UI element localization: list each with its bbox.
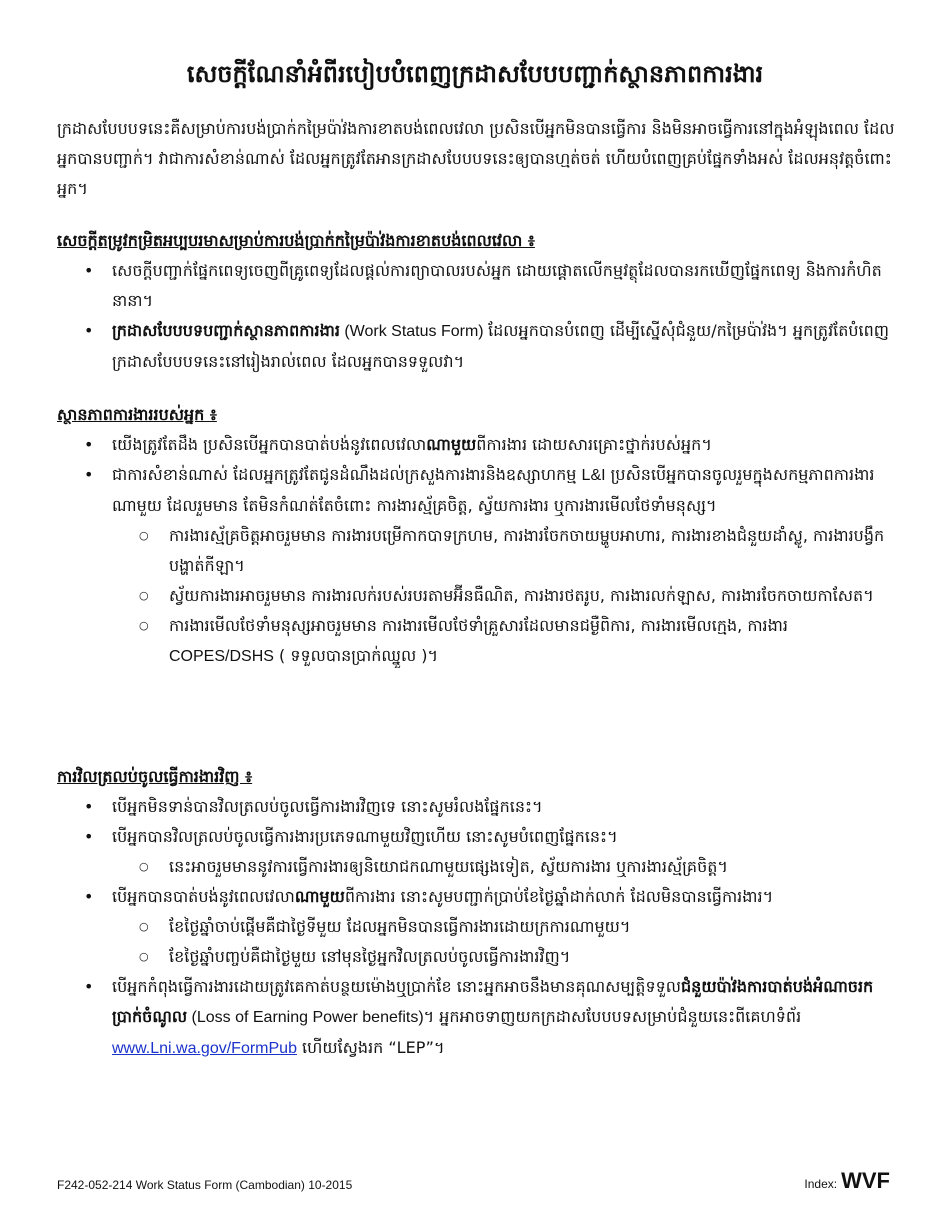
sub-list-item: ○ ស្វ័យការងារអាចរួមមាន ការងារលក់របស់របរតាមអ៊ីនធឺណិត, ការងារថតរូប, ការងារលក់ឡាស, ការងារចែកចាយកាសែត។ — [112, 581, 897, 611]
section-heading: ការវិលត្រលប់ចូលធ្វើការងារវិញ ៖ — [57, 767, 253, 786]
list-item: • សេចក្ដីបញ្ជាក់ផ្នែកពេទ្យចេញពីគ្រូពេទ្យដែលផ្ដល់ការព្យាបាលរបស់អ្នក ដោយផ្ដោតលើកម្មវត្ថុដែលបានរកឃើញផ្នែកពេទ្យ និងការកំហិតនានា។ — [57, 256, 897, 316]
section-work-status — [57, 400, 897, 672]
sub-list — [112, 912, 897, 972]
sub-list-item: ○ ខែថ្ងៃឆ្នាំបញ្ចប់គឺជាថ្ងៃមួយ នៅមុនថ្ងៃអ្នកវិលត្រលប់ចូលធ្វើការងារវិញ។ — [112, 942, 897, 972]
form-id: F242-052-214 Work Status Form (Cambodian) 10-2015 — [57, 1178, 353, 1192]
section-heading: សេចក្ដីតម្រូវកម្រិតអប្បបរមាសម្រាប់ការបង់ប្រាក់កម្រៃប៉ាវ់ងការខាតបង់ពេលវេលា ៖ — [57, 231, 535, 250]
list-item: • បើអ្នកកំពុងធ្វើការងារដោយត្រូវគេកាត់បន្ថយម៉ោងឬប្រាក់ខែ នោះអ្នកអាចនឹងមានគុណសម្បត្តិទទួលជំនួយប៉ាវ់ងការបាត់បង់អំណាចរកប្រាក់ចំណូល (Loss of Earning Power benefits)។ អ្នកអាចទាញយកក្រដាសបែបបទសម្រាប់ជំនួយនេះពីគេហទំព័រ www.Lni.wa.gov/FormPub ហើយស្វែងរក “LEP”។ — [57, 972, 897, 1064]
index-label: Index: — [804, 1177, 838, 1191]
formpub-link[interactable]: www.Lni.wa.gov/FormPub — [112, 1040, 297, 1057]
list-item: • បើអ្នកបានបាត់បង់នូវពេលវេលាណាមួយពីការងារ នោះសូមបញ្ជាក់ប្រាប់ខែថ្ងៃឆ្នាំដាក់លាក់ ដែលមិនបានធ្វើការងារ។ ○ ខែថ្ងៃឆ្នាំចាប់ផ្ដើមគឺជាថ្ងៃទីមួយ ដែលអ្នកមិនបានធ្វើការងារដោយក្រការណាមួយ។ ○ ខែថ្ងៃឆ្នាំបញ្ចប់គឺជាថ្ងៃមួយ នៅមុនថ្ងៃអ្នកវិលត្រលប់ចូលធ្វើការងារវិញ។ — [57, 882, 897, 972]
bullet-list — [57, 792, 897, 1064]
list-item: • បើអ្នកបានវិលត្រលប់ចូលធ្វើការងារប្រភេទណាមួយវិញហើយ នោះសូមបំពេញផ្នែកនេះ។ ○ នេះអាចរួមមាននូវការធ្វើការងារឲ្យនិយោជកណាមួយផ្សេងទៀត, ស្វ័យការងារ ឬការងារស្ម័គ្រចិត្ត។ — [57, 822, 897, 882]
list-item: • យើងត្រូវតែដឹង ប្រសិនបើអ្នកបានបាត់បង់នូវពេលវេលាណាមួយពីការងារ ដោយសារគ្រោះថ្នាក់របស់អ្នក។ — [57, 430, 897, 460]
section-minimum-requirements — [57, 226, 897, 377]
list-item: • បើអ្នកមិនទាន់បានវិលត្រលប់ចូលធ្វើការងារវិញទេ នោះសូមរំលងផ្នែកនេះ។ — [57, 792, 897, 822]
sub-list-item: ○ ការងារស្ម័គ្រចិត្តអាចរួមមាន ការងារបម្រើកាកបាទក្រហម, ការងារចែកចាយម្ហូបអាហារ, ការងារខាងជំនួយដាំស្លូ, ការងារបង្វឹកបង្ហាត់កីឡា។ — [112, 521, 897, 581]
intro-paragraph: ក្រដាសបែបបទនេះគឺសម្រាប់ការបង់ប្រាក់កម្រៃប៉ាវ់ងការខាតបង់ពេលវេលា ប្រសិនបើអ្នកមិនបានធ្វើការ និងមិនអាចធ្វើការនៅក្នុងអំឡុងពេល ដែលអ្នកបានបញ្ជាក់។ វាជាការសំខាន់ណាស់ ដែលអ្នកត្រូវតែអានក្រដាសបែបបទនេះឲ្យបានហ្មត់ចត់ ហើយបំពេញគ្រប់ផ្នែកទាំងអស់ ដែលអនុវត្តចំពោះអ្នក។ — [57, 119, 895, 198]
list-item: • ក្រដាសបែបបទបញ្ជាក់ស្ថានភាពការងារ (Work Status Form) ដែលអ្នកបានបំពេញ ដើម្បីស្នើសុំជំនួយ/កម្រៃប៉ាវ់ង។ អ្នកត្រូវតែបំពេញក្រដាសបែបបទនេះនៅរៀងរាល់ពេល ដែលអ្នកបានទទួលវា។ — [57, 316, 897, 377]
list-item: • ជាការសំខាន់ណាស់ ដែលអ្នកត្រូវតែជូនដំណឹងដល់ក្រសួងការងារនិងឧស្សាហកម្ម L&I ប្រសិនបើអ្នកបានចូលរួមក្នុងសកម្មភាពការងារណាមួយ ដែលរួមមាន តែមិនកំណត់តែចំពោះ ការងារស្ម័គ្រចិត្ត, ស្វ័យការងារ ឬការងារមើលថែទាំមនុស្ស។ ○ ការងារស្ម័គ្រចិត្តអាចរួមមាន ការងារបម្រើកាកបាទក្រហម, ការងារចែកចាយម្ហូបអាហារ, ការងារខាងជំនួយដាំស្លូ, ការងារបង្វឹកបង្ហាត់កីឡា។ ○ ស្វ័យការងារអាចរួមមាន ការងារលក់របស់របរតាមអ៊ីនធឺណិត, ការងារថតរូប, ការងារលក់ឡាស, ការងារចែកចាយកាសែត។ ○ ការងារមើលថែទាំមនុស្សអាចរួមមាន ការងារមើលថែទាំគ្រួសារដែលមានជម្ងឺពិការ, ការងារមើលក្មេង, ការងារ COPES/DSHS ( ទទួលបានប្រាក់ឈ្នួល )។ — [57, 460, 897, 672]
sub-list — [112, 521, 897, 672]
index-code: WVF — [841, 1168, 890, 1193]
page-title: សេចក្ដីណែនាំអំពីរបៀបបំពេញក្រដាសបែបបញ្ជាក់ស្ថានភាពការងារ — [186, 60, 764, 88]
section-heading: ស្ថានភាពការងាររបស់អ្នក ៖ — [57, 405, 217, 424]
form-index — [804, 1168, 890, 1194]
sub-list — [112, 852, 897, 882]
bullet-list — [57, 256, 897, 377]
sub-list-item: ○ នេះអាចរួមមាននូវការធ្វើការងារឲ្យនិយោជកណាមួយផ្សេងទៀត, ស្វ័យការងារ ឬការងារស្ម័គ្រចិត្ត។ — [112, 852, 897, 882]
bullet-list — [57, 430, 897, 672]
section-return-to-work — [57, 762, 897, 1064]
sub-list-item: ○ ការងារមើលថែទាំមនុស្សអាចរួមមាន ការងារមើលថែទាំគ្រួសារដែលមានជម្ងឺពិការ, ការងារមើលក្មេង, ការងារ COPES/DSHS ( ទទួលបានប្រាក់ឈ្នួល )។ — [112, 611, 897, 672]
sub-list-item: ○ ខែថ្ងៃឆ្នាំចាប់ផ្ដើមគឺជាថ្ងៃទីមួយ ដែលអ្នកមិនបានធ្វើការងារដោយក្រការណាមួយ។ — [112, 912, 897, 942]
